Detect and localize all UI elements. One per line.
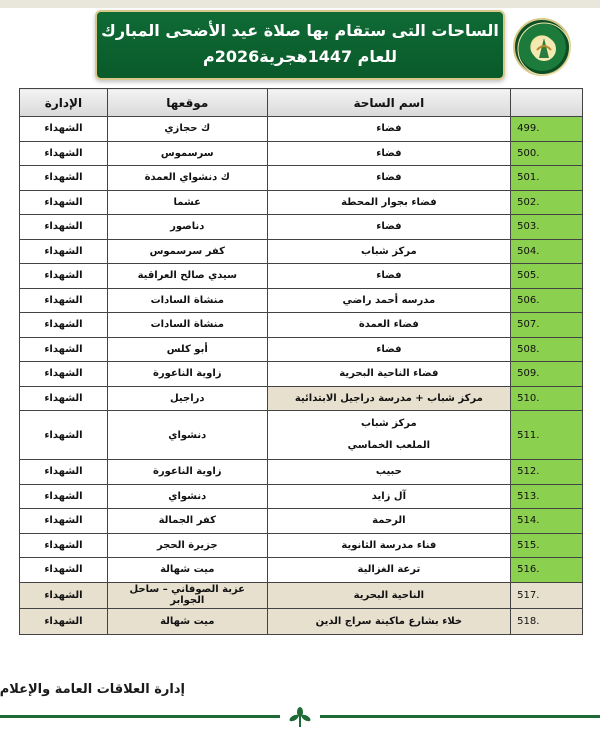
footer-department-name: إدارة العلاقات العامة والإعلام bbox=[0, 682, 185, 697]
ground-administration: الشهداء bbox=[20, 264, 108, 289]
row-number: 508. bbox=[511, 337, 583, 362]
table-row bbox=[20, 190, 583, 215]
ground-name: آل زايد bbox=[267, 484, 510, 509]
prayer-grounds-table bbox=[19, 88, 583, 635]
ground-name: فضاء bbox=[267, 264, 510, 289]
footer-divider-left bbox=[0, 715, 280, 718]
table-row bbox=[20, 533, 583, 558]
table-row bbox=[20, 362, 583, 387]
ground-name: حبيب bbox=[267, 460, 510, 485]
table-row bbox=[20, 411, 583, 460]
table-row bbox=[20, 509, 583, 534]
row-number: 506. bbox=[511, 288, 583, 313]
ground-location: عزبة الصوفاني – ساحل الجوابر bbox=[107, 582, 267, 608]
ground-administration: الشهداء bbox=[20, 313, 108, 338]
column-header-number bbox=[511, 89, 583, 117]
ground-name: فضاء bbox=[267, 117, 510, 142]
ground-name: فضاء bbox=[267, 337, 510, 362]
ground-administration: الشهداء bbox=[20, 533, 108, 558]
ground-name: الناحية البحرية bbox=[267, 582, 510, 608]
ground-name: فضاء bbox=[267, 215, 510, 240]
ground-location: دنشواي bbox=[107, 411, 267, 460]
row-number: 507. bbox=[511, 313, 583, 338]
ground-name: مركز شباب bbox=[267, 239, 510, 264]
ground-administration: الشهداء bbox=[20, 239, 108, 264]
row-number: 504. bbox=[511, 239, 583, 264]
row-number: 510. bbox=[511, 386, 583, 411]
table-row bbox=[20, 582, 583, 608]
ground-administration: الشهداء bbox=[20, 362, 108, 387]
ground-administration: الشهداء bbox=[20, 509, 108, 534]
table-row bbox=[20, 460, 583, 485]
table-header-row bbox=[20, 89, 583, 117]
ground-name: فضاء bbox=[267, 141, 510, 166]
ground-name: فضاء العمدة bbox=[267, 313, 510, 338]
ground-name: ترعة الغزالية bbox=[267, 558, 510, 583]
ground-name: فضاء الناحية البحرية bbox=[267, 362, 510, 387]
table-row bbox=[20, 166, 583, 191]
ground-administration: الشهداء bbox=[20, 558, 108, 583]
ground-location: زاوية الناعورة bbox=[107, 460, 267, 485]
row-number: 505. bbox=[511, 264, 583, 289]
ground-location: دنشواي bbox=[107, 484, 267, 509]
ground-name-line: الملعب الخماسي bbox=[347, 440, 431, 451]
row-number: 517. bbox=[511, 582, 583, 608]
ground-location: سرسموس bbox=[107, 141, 267, 166]
ground-name: مدرسه أحمد راضي bbox=[267, 288, 510, 313]
table-row bbox=[20, 264, 583, 289]
ground-name-line: مركز شباب bbox=[361, 418, 417, 429]
ground-administration: الشهداء bbox=[20, 337, 108, 362]
ground-administration: الشهداء bbox=[20, 215, 108, 240]
row-number: 501. bbox=[511, 166, 583, 191]
ground-administration: الشهداء bbox=[20, 166, 108, 191]
table-row bbox=[20, 484, 583, 509]
column-header-ground-name: اسم الساحة bbox=[267, 89, 510, 117]
row-number: 511. bbox=[511, 411, 583, 460]
ground-administration: الشهداء bbox=[20, 288, 108, 313]
row-number: 518. bbox=[511, 608, 583, 634]
row-number: 509. bbox=[511, 362, 583, 387]
ground-location: ميت شهالة bbox=[107, 608, 267, 634]
ground-location: أبو كلس bbox=[107, 337, 267, 362]
ground-administration: الشهداء bbox=[20, 484, 108, 509]
table-row bbox=[20, 337, 583, 362]
table-row bbox=[20, 215, 583, 240]
ground-name bbox=[267, 411, 510, 460]
page-title: الساحات التى ستقام بها صلاة عيد الأضحى المبارك bbox=[101, 21, 499, 40]
ground-location: زاوية الناعورة bbox=[107, 362, 267, 387]
table-row bbox=[20, 386, 583, 411]
ground-administration: الشهداء bbox=[20, 460, 108, 485]
table-row bbox=[20, 288, 583, 313]
ground-administration: الشهداء bbox=[20, 608, 108, 634]
ground-location: ك دنشواي العمدة bbox=[107, 166, 267, 191]
ground-name: الرحمة bbox=[267, 509, 510, 534]
row-number: 514. bbox=[511, 509, 583, 534]
row-number: 515. bbox=[511, 533, 583, 558]
ground-location: دراجيل bbox=[107, 386, 267, 411]
ground-location: عشما bbox=[107, 190, 267, 215]
ground-location: منشاة السادات bbox=[107, 313, 267, 338]
row-number: 502. bbox=[511, 190, 583, 215]
ground-administration: الشهداء bbox=[20, 582, 108, 608]
row-number: 500. bbox=[511, 141, 583, 166]
table-row bbox=[20, 117, 583, 142]
ground-administration: الشهداء bbox=[20, 117, 108, 142]
page-subtitle: للعام 1447هجرية2026م bbox=[203, 47, 397, 66]
table-row bbox=[20, 141, 583, 166]
table-row bbox=[20, 313, 583, 338]
ground-location: منشاة السادات bbox=[107, 288, 267, 313]
footer-divider-right bbox=[320, 715, 600, 718]
ground-name: فضاء بجوار المحطة bbox=[267, 190, 510, 215]
row-number: 499. bbox=[511, 117, 583, 142]
ground-location: كفر سرسموس bbox=[107, 239, 267, 264]
row-number: 512. bbox=[511, 460, 583, 485]
ground-location: جزيرة الحجر bbox=[107, 533, 267, 558]
ground-administration: الشهداء bbox=[20, 386, 108, 411]
table-row bbox=[20, 608, 583, 634]
table-row bbox=[20, 239, 583, 264]
ground-location: سيدي صالح العراقية bbox=[107, 264, 267, 289]
ground-name: فضاء bbox=[267, 166, 510, 191]
ground-name: مركز شباب + مدرسة دراجيل الابتدائية bbox=[267, 386, 510, 411]
ground-administration: الشهداء bbox=[20, 411, 108, 460]
top-border bbox=[0, 0, 600, 8]
table-row bbox=[20, 558, 583, 583]
ground-name: خلاء بشارع ماكينة سراج الدين bbox=[267, 608, 510, 634]
row-number: 516. bbox=[511, 558, 583, 583]
header-banner bbox=[95, 10, 505, 80]
ground-administration: الشهداء bbox=[20, 141, 108, 166]
column-header-administration: الإدارة bbox=[20, 89, 108, 117]
row-number: 503. bbox=[511, 215, 583, 240]
ground-name: فناء مدرسة الثانوية bbox=[267, 533, 510, 558]
ground-administration: الشهداء bbox=[20, 190, 108, 215]
ground-location: ك حجازي bbox=[107, 117, 267, 142]
ground-location: ميت شهالة bbox=[107, 558, 267, 583]
row-number: 513. bbox=[511, 484, 583, 509]
wheat-leaf-icon bbox=[286, 706, 314, 728]
ground-location: كفر الجمالة bbox=[107, 509, 267, 534]
column-header-location: موقعها bbox=[107, 89, 267, 117]
ground-location: دناصور bbox=[107, 215, 267, 240]
governorate-emblem-icon bbox=[513, 18, 571, 76]
